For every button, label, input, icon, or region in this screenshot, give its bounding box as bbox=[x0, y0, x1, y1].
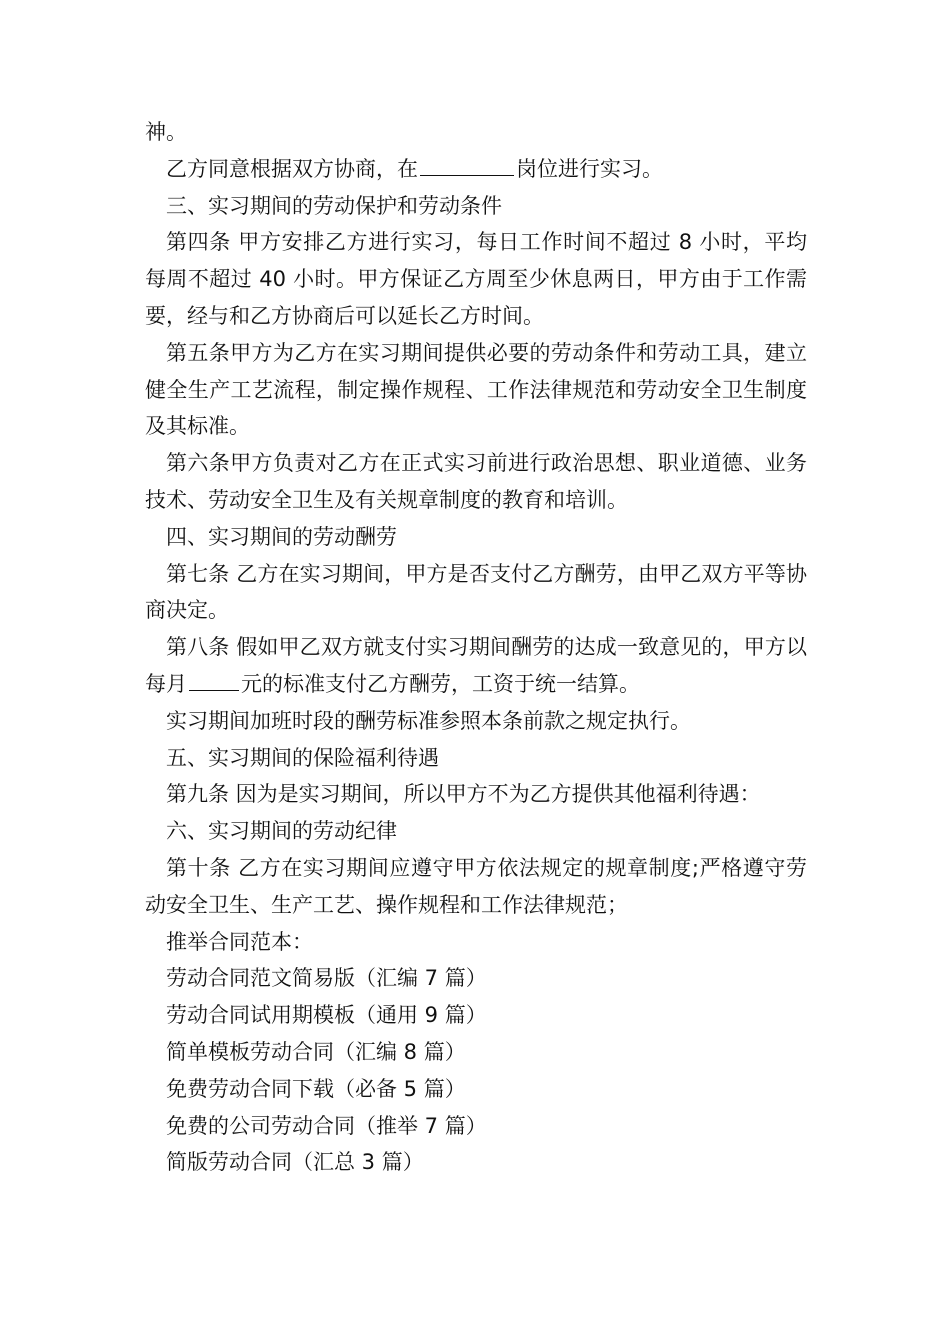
article-8-text-before: 第八条 假如甲乙双方就支付实习期间酬劳的达成一致意见的，甲方以每月 bbox=[145, 635, 807, 696]
article-8 bbox=[145, 629, 807, 703]
paragraph-continuation: 神。 bbox=[145, 120, 187, 144]
article-9: 第九条 因为是实习期间，所以甲方不为乙方提供其他福利待遇： bbox=[166, 782, 761, 807]
salary-blank bbox=[189, 672, 239, 691]
section-heading-3: 三、实习期间的劳动保护和劳动条件 bbox=[166, 193, 502, 218]
position-blank bbox=[420, 157, 514, 176]
article-6: 第六条甲方负责对乙方在正式实习前进行政治思想、职业道德、业务技术、劳动安全卫生及有关规章制度的教育和培训。 bbox=[145, 451, 807, 512]
recommend-heading: 推举合同范本： bbox=[166, 929, 313, 954]
position-text-before: 乙方同意根据双方协商，在 bbox=[166, 156, 418, 181]
recommend-link-5[interactable]: 免费的公司劳动合同（推举 7 篇） bbox=[166, 1113, 487, 1138]
recommend-link-2[interactable]: 劳动合同试用期模板（通用 9 篇） bbox=[166, 1003, 487, 1028]
recommend-link-6[interactable]: 简版劳动合同（汇总 3 篇） bbox=[166, 1150, 424, 1175]
article-4: 第四条 甲方安排乙方进行实习，每日工作时间不超过 8 小时，平均每周不超过 40 小时。甲方保证乙方周至少休息两日，甲方由于工作需要，经与和乙方协商后可以延长乙方时间。 bbox=[145, 230, 807, 328]
paragraph-position bbox=[145, 151, 807, 188]
section-heading-6: 六、实习期间的劳动纪律 bbox=[166, 819, 397, 844]
article-7: 第七条 乙方在实习期间，甲方是否支付乙方酬劳，由甲乙双方平等协商决定。 bbox=[145, 561, 807, 623]
position-text-after: 岗位进行实习。 bbox=[516, 156, 663, 181]
recommend-link-3[interactable]: 简单模板劳动合同（汇编 8 篇） bbox=[166, 1039, 466, 1064]
article-5: 第五条甲方为乙方在实习期间提供必要的劳动条件和劳动工具，建立健全生产工艺流程，制定操作规程、工作法律规范和劳动安全卫生制度及其标准。 bbox=[145, 340, 807, 439]
document-body bbox=[145, 114, 807, 1181]
recommend-link-1[interactable]: 劳动合同范文简易版（汇编 7 篇） bbox=[166, 966, 487, 991]
article-10: 第十条 乙方在实习期间应遵守甲方依法规定的规章制度;严格遵守劳动安全卫生、生产工艺、操作规程和工作法律规范； bbox=[145, 855, 807, 917]
section-heading-4: 四、实习期间的劳动酬劳 bbox=[166, 524, 397, 549]
section-heading-5: 五、实习期间的保险福利待遇 bbox=[166, 745, 439, 770]
overtime-clause: 实习期间加班时段的酬劳标准参照本条前款之规定执行。 bbox=[166, 708, 691, 733]
article-8-text-after: 元的标准支付乙方酬劳，工资于统一结算。 bbox=[241, 671, 640, 696]
recommend-link-4[interactable]: 免费劳动合同下载（必备 5 篇） bbox=[166, 1076, 466, 1101]
